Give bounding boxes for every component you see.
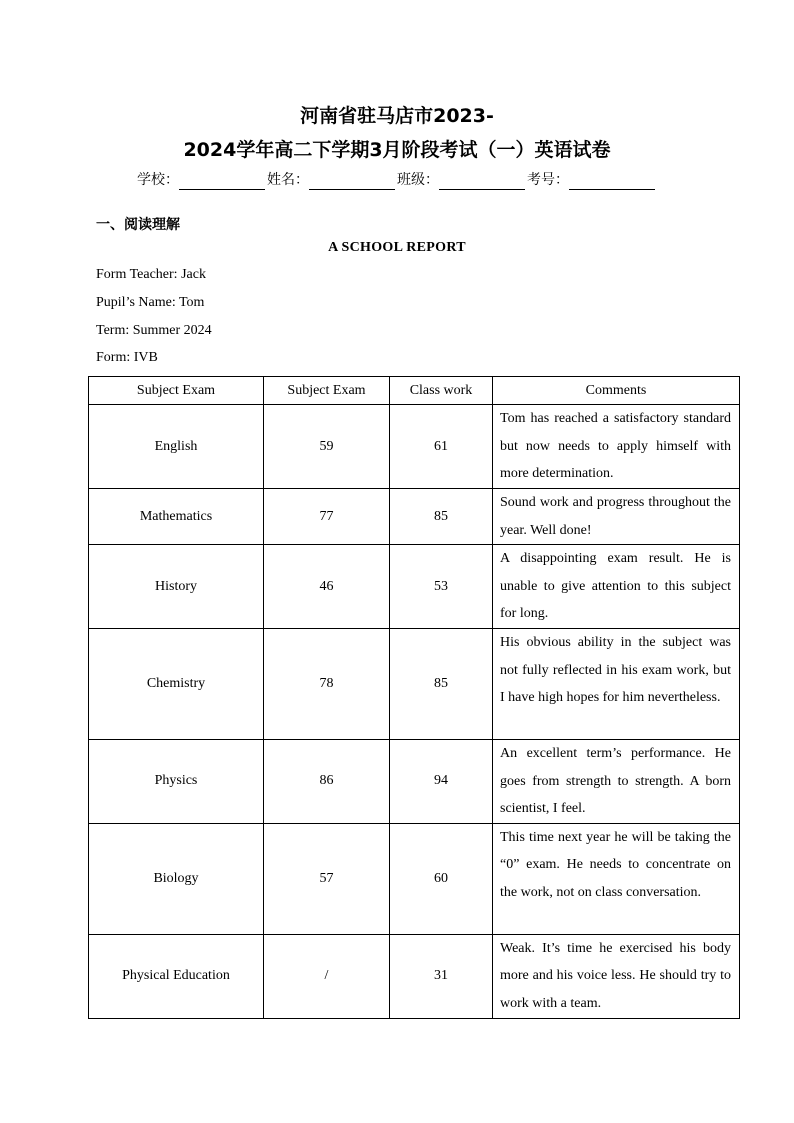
table-row — [89, 934, 740, 1018]
term: Term: Summer 2024 — [96, 323, 212, 338]
comment-cell: An excellent term’s performance. He goes from strength to strength. A born scientist, I feel. — [493, 740, 740, 824]
subject-cell: Biology — [89, 823, 264, 934]
class-blank[interactable] — [439, 173, 525, 190]
exam-cell: 46 — [264, 545, 390, 629]
comment-cell: A disappointing exam result. He is unable to give attention to this subject for long. — [493, 545, 740, 629]
subject-cell: Chemistry — [89, 629, 264, 740]
comment-cell: His obvious ability in the subject was not fully reflected in his exam work, but I have high hopes for him nevertheless. — [493, 629, 740, 740]
school-label: 学校： — [137, 172, 179, 188]
table-row — [89, 629, 740, 740]
exam-cell: 86 — [264, 740, 390, 824]
student-info-line — [0, 170, 794, 190]
name-field — [267, 170, 397, 190]
report-title: A SCHOOL REPORT — [328, 240, 466, 255]
exam-number-blank[interactable] — [569, 173, 655, 190]
comment-cell: This time next year he will be taking the “0” exam. He needs to concentrate on the work, not on class conversation. — [493, 823, 740, 934]
comment-cell: Sound work and progress throughout the year. Well done! — [493, 489, 740, 545]
form: Form: IVB — [96, 350, 158, 365]
school-field — [137, 170, 267, 190]
name-label: 姓名： — [267, 172, 309, 188]
header-subject: Subject Exam — [89, 377, 264, 405]
form-teacher: Form Teacher: Jack — [96, 267, 206, 282]
comment-cell: Weak. It’s time he exercised his body more and his voice less. He should try to work with a team. — [493, 934, 740, 1018]
name-blank[interactable] — [309, 173, 395, 190]
exam-title-line-1: 河南省驻马店市2023- — [300, 105, 494, 127]
classwork-cell: 61 — [390, 405, 493, 489]
header-classwork: Class work — [390, 377, 493, 405]
header-exam: Subject Exam — [264, 377, 390, 405]
pupil-name: Pupil’s Name: Tom — [96, 295, 205, 310]
school-report-table — [88, 376, 740, 1019]
exam-cell: 57 — [264, 823, 390, 934]
subject-cell: Physics — [89, 740, 264, 824]
table-row — [89, 823, 740, 934]
classwork-cell: 60 — [390, 823, 493, 934]
classwork-cell: 85 — [390, 629, 493, 740]
classwork-cell: 53 — [390, 545, 493, 629]
subject-cell: History — [89, 545, 264, 629]
subject-cell: Mathematics — [89, 489, 264, 545]
section-heading: 一、阅读理解 — [96, 217, 180, 233]
table-row — [89, 545, 740, 629]
exam-number-label: 考号： — [527, 172, 569, 188]
classwork-cell: 94 — [390, 740, 493, 824]
exam-cell: / — [264, 934, 390, 1018]
table-header-row — [89, 377, 740, 405]
table-row — [89, 740, 740, 824]
exam-number-field — [527, 170, 657, 190]
exam-title-line-2: 2024学年高二下学期3月阶段考试（一）英语试卷 — [183, 139, 611, 161]
classwork-cell: 31 — [390, 934, 493, 1018]
table-row — [89, 489, 740, 545]
class-field — [397, 170, 527, 190]
subject-cell: English — [89, 405, 264, 489]
exam-cell: 77 — [264, 489, 390, 545]
exam-cell: 78 — [264, 629, 390, 740]
header-comments: Comments — [493, 377, 740, 405]
classwork-cell: 85 — [390, 489, 493, 545]
class-label: 班级： — [397, 172, 439, 188]
school-blank[interactable] — [179, 173, 265, 190]
comment-cell: Tom has reached a satisfactory standard but now needs to apply himself with more determination. — [493, 405, 740, 489]
table-row — [89, 405, 740, 489]
exam-cell: 59 — [264, 405, 390, 489]
subject-cell: Physical Education — [89, 934, 264, 1018]
